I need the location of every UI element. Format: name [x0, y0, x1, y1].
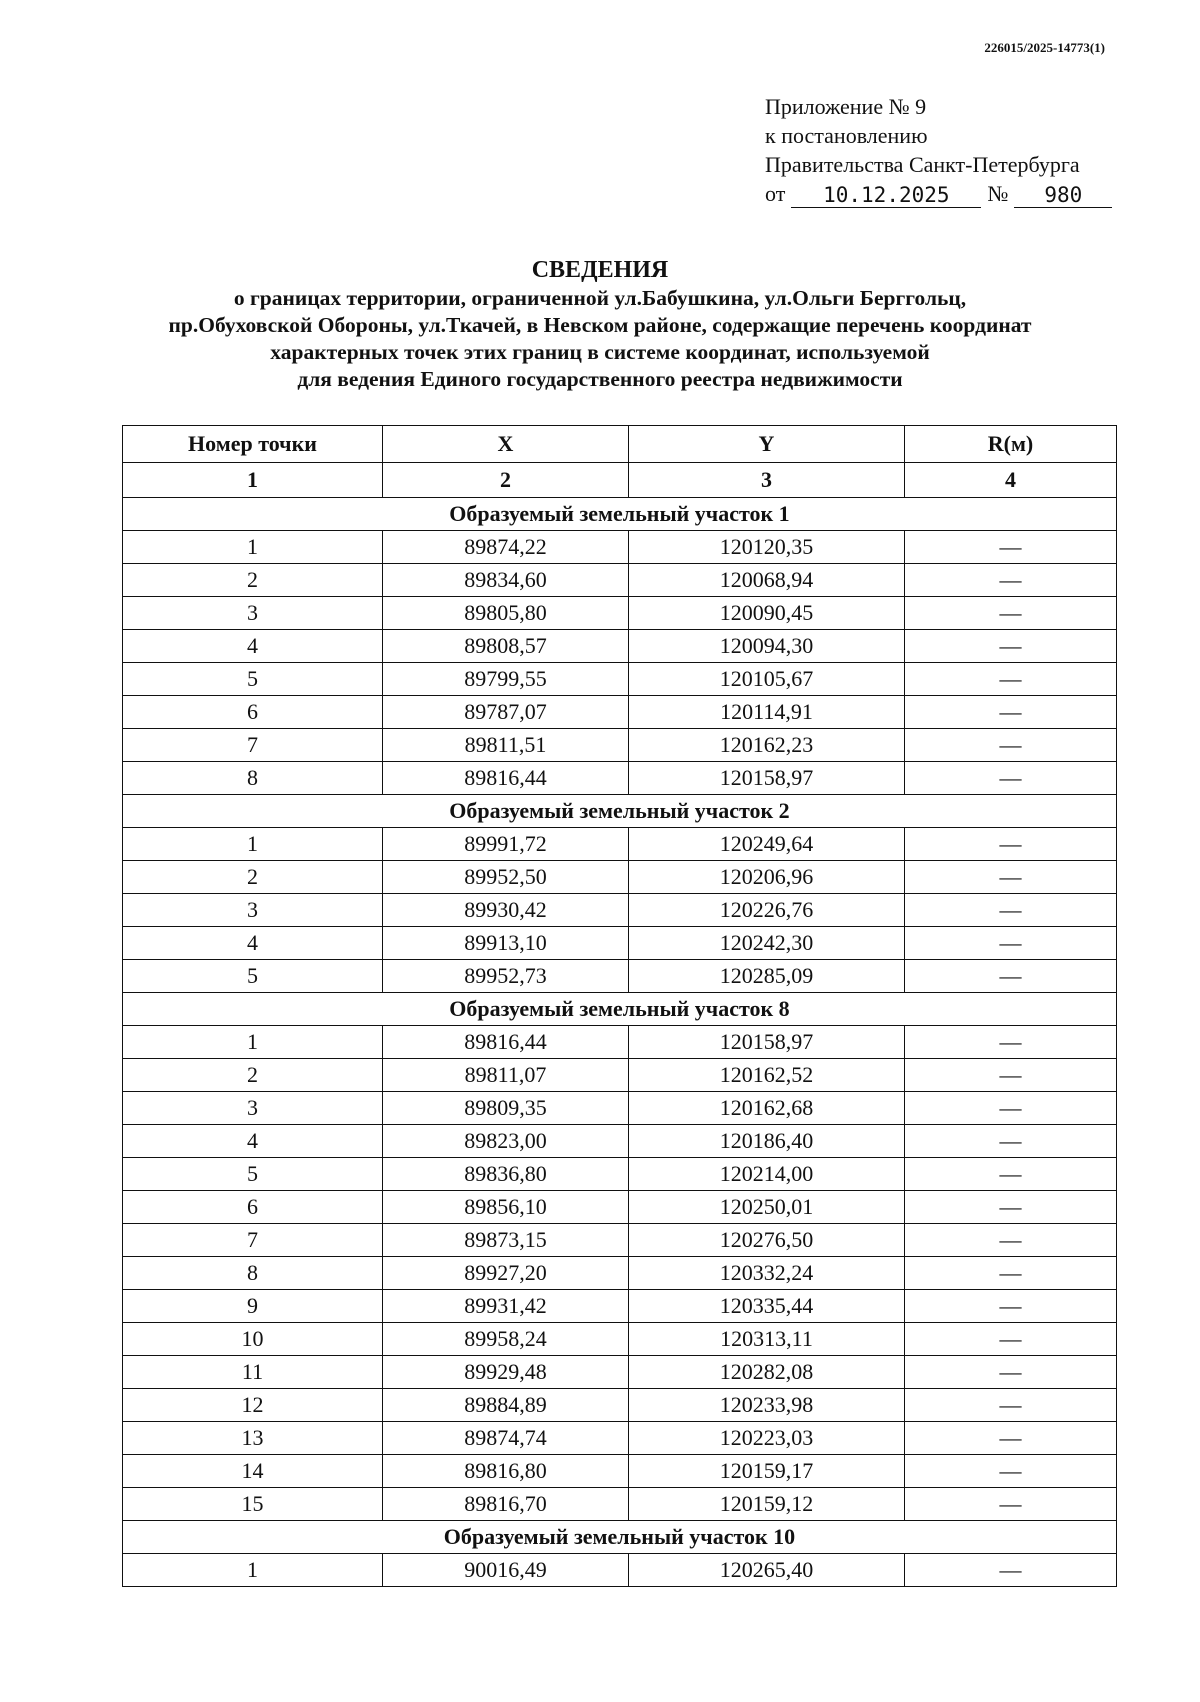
r-cell: — [905, 1059, 1117, 1092]
resolution-date: 10.12.2025 [791, 183, 981, 208]
y-cell: 120158,97 [629, 762, 905, 795]
r-cell: — [905, 1224, 1117, 1257]
table-row [123, 1257, 1117, 1290]
table-row [123, 1092, 1117, 1125]
r-cell: — [905, 597, 1117, 630]
table-row [123, 1323, 1117, 1356]
y-cell: 120114,91 [629, 696, 905, 729]
y-cell: 120223,03 [629, 1422, 905, 1455]
y-cell: 120162,52 [629, 1059, 905, 1092]
column-number: 1 [123, 463, 383, 498]
x-cell: 89873,15 [383, 1224, 629, 1257]
y-cell: 120206,96 [629, 861, 905, 894]
table-row [123, 960, 1117, 993]
y-cell: 120335,44 [629, 1290, 905, 1323]
r-cell: — [905, 1257, 1117, 1290]
y-cell: 120214,00 [629, 1158, 905, 1191]
x-cell: 89929,48 [383, 1356, 629, 1389]
y-cell: 120068,94 [629, 564, 905, 597]
y-cell: 120332,24 [629, 1257, 905, 1290]
header-point-number: Номер точки [123, 426, 383, 463]
r-cell: — [905, 1356, 1117, 1389]
point-number-cell: 14 [123, 1455, 383, 1488]
point-number-cell: 11 [123, 1356, 383, 1389]
point-number-cell: 7 [123, 729, 383, 762]
x-cell: 89931,42 [383, 1290, 629, 1323]
document-title [100, 255, 1100, 393]
r-cell: — [905, 861, 1117, 894]
table-row [123, 663, 1117, 696]
table-row [123, 1059, 1117, 1092]
table-row [123, 927, 1117, 960]
x-cell: 90016,49 [383, 1554, 629, 1587]
title-line-2: пр.Обуховской Обороны, ул.Ткачей, в Невском районе, содержащие перечень координат [168, 313, 1032, 337]
table-row [123, 1290, 1117, 1323]
x-cell: 89816,44 [383, 762, 629, 795]
column-number: 4 [905, 463, 1117, 498]
r-cell: — [905, 1323, 1117, 1356]
r-cell: — [905, 1125, 1117, 1158]
title-line-3: характерных точек этих границ в системе координат, используемой [270, 340, 930, 364]
r-cell: — [905, 1422, 1117, 1455]
y-cell: 120242,30 [629, 927, 905, 960]
r-cell: — [905, 1191, 1117, 1224]
r-cell: — [905, 1290, 1117, 1323]
table-row [123, 531, 1117, 564]
r-cell: — [905, 828, 1117, 861]
r-cell: — [905, 927, 1117, 960]
y-cell: 120249,64 [629, 828, 905, 861]
point-number-cell: 8 [123, 1257, 383, 1290]
x-cell: 89930,42 [383, 894, 629, 927]
r-cell: — [905, 663, 1117, 696]
x-cell: 89884,89 [383, 1389, 629, 1422]
table-row [123, 564, 1117, 597]
y-cell: 120120,35 [629, 531, 905, 564]
point-number-cell: 2 [123, 861, 383, 894]
table-row [123, 1191, 1117, 1224]
table-row [123, 1389, 1117, 1422]
table-row [123, 762, 1117, 795]
point-number-cell: 3 [123, 1092, 383, 1125]
y-cell: 120186,40 [629, 1125, 905, 1158]
y-cell: 120159,12 [629, 1488, 905, 1521]
x-cell: 89823,00 [383, 1125, 629, 1158]
point-number-cell: 6 [123, 696, 383, 729]
r-cell: — [905, 1389, 1117, 1422]
x-cell: 89811,07 [383, 1059, 629, 1092]
resolution-number: 980 [1014, 183, 1112, 208]
r-cell: — [905, 762, 1117, 795]
appendix-line-2: к постановлению [765, 123, 928, 148]
table-row [123, 894, 1117, 927]
r-cell: — [905, 894, 1117, 927]
section-row [123, 993, 1117, 1026]
y-cell: 120265,40 [629, 1554, 905, 1587]
point-number-cell: 10 [123, 1323, 383, 1356]
point-number-cell: 7 [123, 1224, 383, 1257]
point-number-cell: 2 [123, 1059, 383, 1092]
point-number-cell: 1 [123, 1554, 383, 1587]
appendix-date-line [765, 179, 1112, 208]
table-row [123, 1554, 1117, 1587]
x-cell: 89787,07 [383, 696, 629, 729]
y-cell: 120226,76 [629, 894, 905, 927]
x-cell: 89809,35 [383, 1092, 629, 1125]
point-number-cell: 13 [123, 1422, 383, 1455]
r-cell: — [905, 531, 1117, 564]
x-cell: 89958,24 [383, 1323, 629, 1356]
x-cell: 89952,50 [383, 861, 629, 894]
r-cell: — [905, 1488, 1117, 1521]
section-title: Образуемый земельный участок 10 [123, 1521, 1117, 1554]
date-prefix: от [765, 181, 786, 206]
section-title: Образуемый земельный участок 2 [123, 795, 1117, 828]
column-number: 3 [629, 463, 905, 498]
x-cell: 89836,80 [383, 1158, 629, 1191]
table-row [123, 1356, 1117, 1389]
y-cell: 120233,98 [629, 1389, 905, 1422]
table-row [123, 597, 1117, 630]
point-number-cell: 6 [123, 1191, 383, 1224]
point-number-cell: 1 [123, 531, 383, 564]
header-row [123, 426, 1117, 463]
r-cell: — [905, 1158, 1117, 1191]
x-cell: 89805,80 [383, 597, 629, 630]
point-number-cell: 9 [123, 1290, 383, 1323]
point-number-cell: 3 [123, 894, 383, 927]
column-number: 2 [383, 463, 629, 498]
x-cell: 89874,74 [383, 1422, 629, 1455]
r-cell: — [905, 696, 1117, 729]
x-cell: 89856,10 [383, 1191, 629, 1224]
point-number-cell: 5 [123, 1158, 383, 1191]
table-row [123, 1158, 1117, 1191]
table-row [123, 861, 1117, 894]
r-cell: — [905, 630, 1117, 663]
r-cell: — [905, 960, 1117, 993]
section-row [123, 795, 1117, 828]
header-r: R(м) [905, 426, 1117, 463]
table-row [123, 630, 1117, 663]
y-cell: 120285,09 [629, 960, 905, 993]
section-row [123, 498, 1117, 531]
x-cell: 89834,60 [383, 564, 629, 597]
point-number-cell: 1 [123, 1026, 383, 1059]
table-row [123, 1125, 1117, 1158]
r-cell: — [905, 729, 1117, 762]
point-number-cell: 3 [123, 597, 383, 630]
x-cell: 89808,57 [383, 630, 629, 663]
point-number-cell: 5 [123, 960, 383, 993]
section-title: Образуемый земельный участок 1 [123, 498, 1117, 531]
point-number-cell: 1 [123, 828, 383, 861]
point-number-cell: 4 [123, 630, 383, 663]
x-cell: 89799,55 [383, 663, 629, 696]
table-row [123, 729, 1117, 762]
point-number-cell: 15 [123, 1488, 383, 1521]
y-cell: 120159,17 [629, 1455, 905, 1488]
document-id: 226015/2025-14773(1) [984, 40, 1105, 55]
section-title: Образуемый земельный участок 8 [123, 993, 1117, 1026]
x-cell: 89811,51 [383, 729, 629, 762]
y-cell: 120250,01 [629, 1191, 905, 1224]
x-cell: 89816,80 [383, 1455, 629, 1488]
table-row [123, 1422, 1117, 1455]
x-cell: 89816,44 [383, 1026, 629, 1059]
section-row [123, 1521, 1117, 1554]
table-row [123, 1488, 1117, 1521]
coordinates-body [123, 498, 1117, 1587]
title-line-1: о границах территории, ограниченной ул.Бабушкина, ул.Ольги Берггольц, [233, 286, 967, 310]
x-cell: 89913,10 [383, 927, 629, 960]
y-cell: 120094,30 [629, 630, 905, 663]
table-row [123, 1224, 1117, 1257]
number-prefix: № [987, 181, 1009, 206]
y-cell: 120282,08 [629, 1356, 905, 1389]
point-number-cell: 12 [123, 1389, 383, 1422]
r-cell: — [905, 1554, 1117, 1587]
y-cell: 120313,11 [629, 1323, 905, 1356]
x-cell: 89816,70 [383, 1488, 629, 1521]
table-row [123, 828, 1117, 861]
y-cell: 120276,50 [629, 1224, 905, 1257]
y-cell: 120158,97 [629, 1026, 905, 1059]
x-cell: 89874,22 [383, 531, 629, 564]
r-cell: — [905, 1092, 1117, 1125]
coordinates-table [122, 425, 1117, 1587]
y-cell: 120105,67 [629, 663, 905, 696]
title-heading: СВЕДЕНИЯ [531, 257, 669, 283]
point-number-cell: 2 [123, 564, 383, 597]
r-cell: — [905, 564, 1117, 597]
r-cell: — [905, 1026, 1117, 1059]
appendix-line-1: Приложение № 9 [765, 94, 927, 119]
appendix-line-3: Правительства Санкт-Петербурга [765, 152, 1080, 177]
r-cell: — [905, 1455, 1117, 1488]
point-number-cell: 8 [123, 762, 383, 795]
y-cell: 120162,68 [629, 1092, 905, 1125]
table-row [123, 1455, 1117, 1488]
point-number-cell: 4 [123, 927, 383, 960]
table-row [123, 696, 1117, 729]
y-cell: 120090,45 [629, 597, 905, 630]
x-cell: 89952,73 [383, 960, 629, 993]
y-cell: 120162,23 [629, 729, 905, 762]
x-cell: 89991,72 [383, 828, 629, 861]
appendix-block [765, 92, 1112, 208]
point-number-cell: 5 [123, 663, 383, 696]
x-cell: 89927,20 [383, 1257, 629, 1290]
header-x: X [383, 426, 629, 463]
point-number-cell: 4 [123, 1125, 383, 1158]
table-row [123, 1026, 1117, 1059]
title-line-4: для ведения Единого государственного реестра недвижимости [297, 367, 903, 391]
header-y: Y [629, 426, 905, 463]
column-number-row [123, 463, 1117, 498]
